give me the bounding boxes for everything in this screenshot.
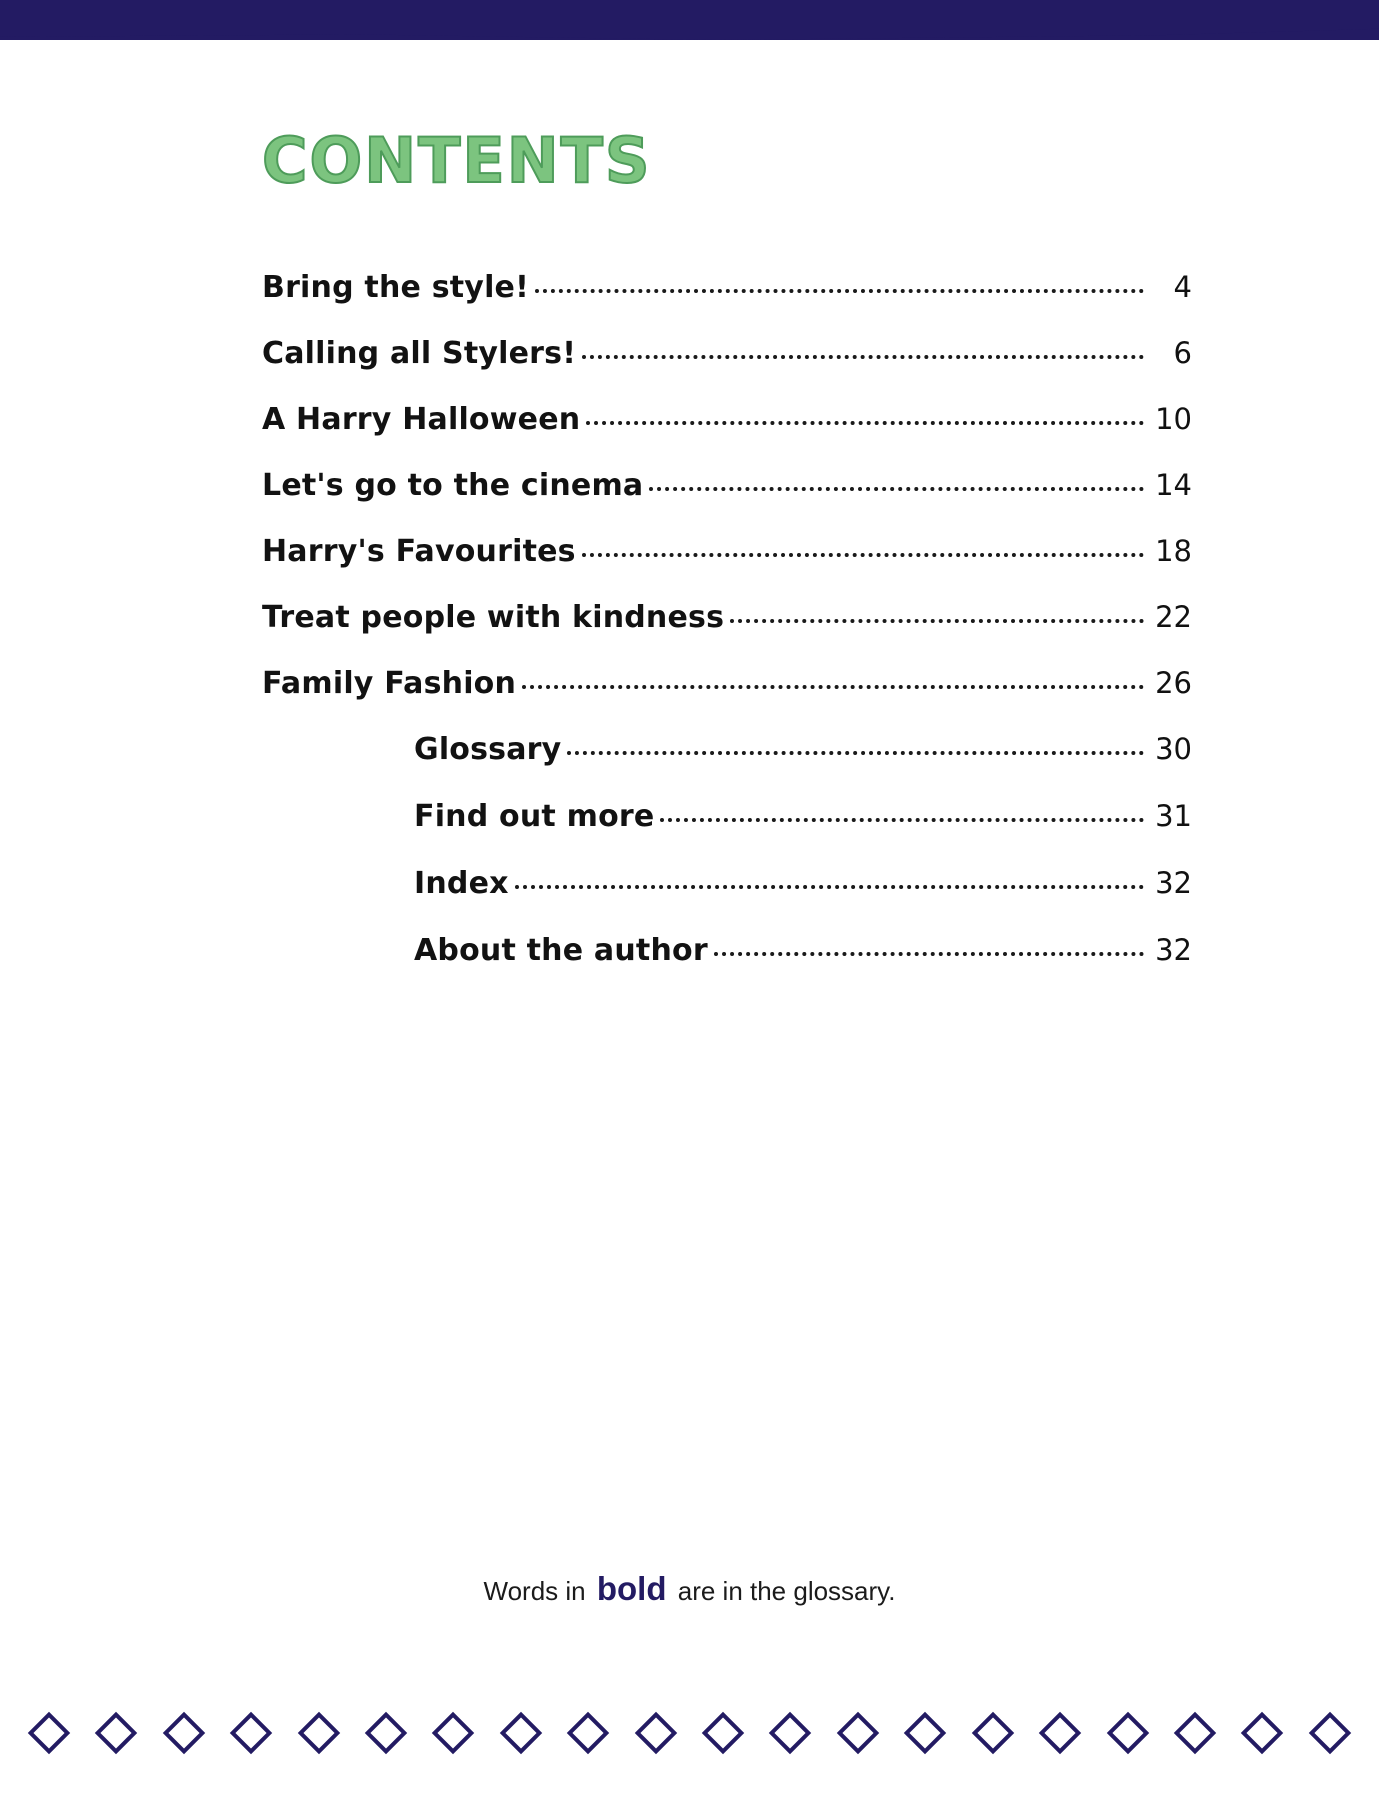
diamond-icon	[432, 1712, 474, 1754]
toc-entry-page: 32	[1155, 933, 1192, 967]
toc-leader-dots	[522, 685, 1144, 689]
toc-entry[interactable]	[262, 534, 1192, 569]
diamond-icon	[1039, 1712, 1081, 1754]
toc-entry-label: Index	[414, 866, 509, 901]
table-of-contents	[262, 270, 1192, 968]
toc-entry[interactable]	[262, 402, 1192, 437]
diamond-icon	[904, 1712, 946, 1754]
toc-leader-dots	[567, 751, 1144, 755]
top-navy-band-shape	[0, 0, 1379, 40]
toc-entry-page: 32	[1155, 866, 1192, 900]
diamond-icon	[230, 1712, 272, 1754]
toc-entry-label: Glossary	[414, 732, 562, 767]
toc-entry-page: 10	[1155, 402, 1192, 436]
glossary-note-bold-word: bold	[596, 1570, 667, 1607]
toc-leader-dots	[649, 487, 1144, 491]
diamond-icon	[567, 1712, 609, 1754]
toc-entry-label: Let's go to the cinema	[262, 468, 644, 503]
diamond-icon	[1309, 1712, 1351, 1754]
toc-entry[interactable]	[262, 666, 1192, 701]
toc-entry-page: 18	[1155, 534, 1192, 568]
toc-entry-label: Bring the style!	[262, 270, 529, 305]
diamond-icon	[769, 1712, 811, 1754]
toc-leader-dots	[660, 818, 1144, 822]
toc-leader-dots	[730, 619, 1144, 623]
toc-entry-label: Calling all Stylers!	[262, 336, 577, 371]
toc-entry-backmatter[interactable]	[262, 866, 1192, 901]
diamond-icon	[365, 1712, 407, 1754]
toc-leader-dots	[582, 355, 1144, 359]
glossary-note-suffix: are in the glossary.	[677, 1576, 896, 1606]
toc-leader-dots	[582, 553, 1144, 557]
toc-entry[interactable]	[262, 468, 1192, 503]
toc-entry-page: 30	[1155, 732, 1192, 766]
toc-leader-dots	[586, 421, 1144, 425]
toc-entry-page: 14	[1155, 468, 1192, 502]
toc-entry-label: Family Fashion	[262, 666, 517, 701]
toc-entry-page: 31	[1155, 799, 1192, 833]
toc-leader-dots	[714, 952, 1144, 956]
toc-entry-page: 4	[1173, 270, 1192, 304]
toc-entry-backmatter[interactable]	[262, 933, 1192, 968]
glossary-note	[0, 1570, 1379, 1608]
diamond-icon	[95, 1712, 137, 1754]
toc-leader-dots	[515, 885, 1144, 889]
toc-entry-page: 26	[1155, 666, 1192, 700]
diamond-icon	[702, 1712, 744, 1754]
diamond-icon	[1174, 1712, 1216, 1754]
diamond-border-strip	[0, 1718, 1379, 1748]
toc-entry-label: About the author	[414, 933, 708, 968]
diamond-icon	[1106, 1712, 1148, 1754]
toc-entry-page: 6	[1173, 336, 1192, 370]
toc-entry-label: Harry's Favourites	[262, 534, 576, 569]
toc-entry-page: 22	[1155, 600, 1192, 634]
diamond-icon	[28, 1712, 70, 1754]
top-navy-band	[0, 0, 1379, 40]
toc-entry-label: A Harry Halloween	[262, 402, 581, 437]
page-title: CONTENTS	[262, 124, 652, 197]
diamond-icon	[971, 1712, 1013, 1754]
toc-entry[interactable]	[262, 270, 1192, 305]
toc-entry-label: Treat people with kindness	[262, 600, 725, 635]
diamond-icon	[297, 1712, 339, 1754]
diamond-icon	[163, 1712, 205, 1754]
toc-entry-backmatter[interactable]	[262, 799, 1192, 834]
contents-column	[262, 124, 1192, 1000]
diamond-icon	[837, 1712, 879, 1754]
toc-entry[interactable]	[262, 336, 1192, 371]
glossary-note-prefix: Words in	[483, 1576, 586, 1606]
toc-entry[interactable]	[262, 600, 1192, 635]
toc-leader-dots	[535, 289, 1144, 293]
toc-entry-backmatter[interactable]	[262, 732, 1192, 767]
diamond-icon	[1241, 1712, 1283, 1754]
diamond-icon	[500, 1712, 542, 1754]
diamond-icon	[634, 1712, 676, 1754]
toc-entry-label: Find out more	[414, 799, 655, 834]
